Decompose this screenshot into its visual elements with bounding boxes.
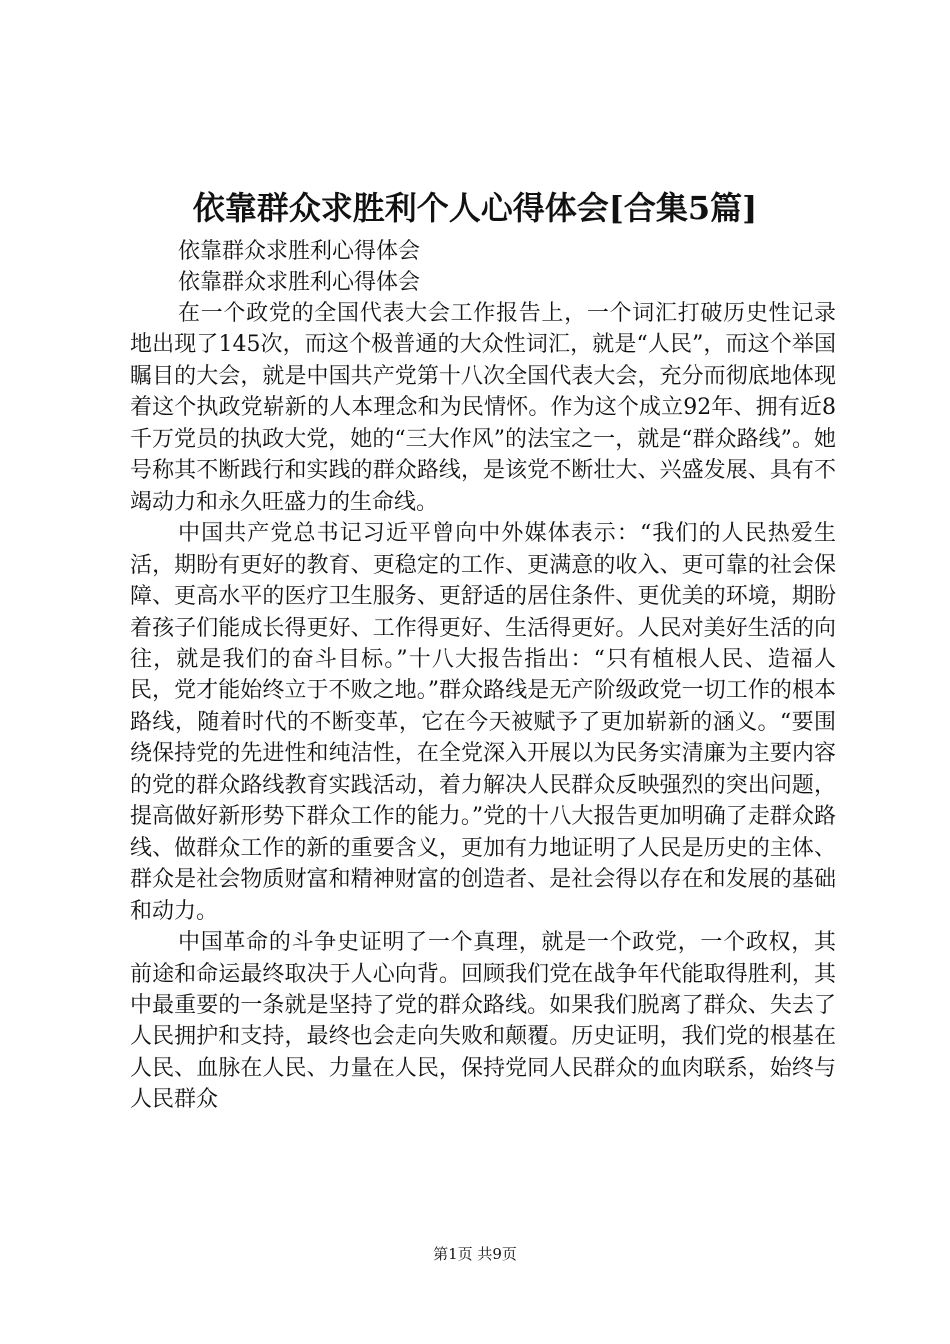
document-title: 依靠群众求胜利个人心得体会[合集5篇] bbox=[192, 189, 758, 227]
body-paragraph: 在一个政党的全国代表大会工作报告上，一个词汇打破历史性记录地出现了145次，而这个极普通的大众性词汇，就是“人民”，而这个举国瞩目的大会，就是中国共产党第十八次全国代表大会，充分而彻底地体现着这个执政党崭新的人本理念和为民情怀。作为这个成立92年、拥有近8千万党员的执政大党，她的“三大作风”的法宝之一，就是“群众路线”。她号称其不断践行和实践的群众路线，是该党不断壮大、兴盛发展、具有不竭动力和永久旺盛力的生命线。 bbox=[130, 301, 836, 515]
body-paragraph: 中国革命的斗争史证明了一个真理，就是一个政党，一个政权，其前途和命运最终取决于人心向背。回顾我们党在战争年代能取得胜利，其中最重要的一条就是坚持了党的群众路线。如果我们脱离了群众、失去了人民拥护和支持，最终也会走向失败和颠覆。历史证明，我们党的根基在人民、血脉在人民、力量在人民，保持党同人民群众的血肉联系，始终与人民群众 bbox=[130, 930, 836, 1113]
document-body bbox=[130, 236, 836, 1116]
subtitle-line: 依靠群众求胜利心得体会 bbox=[178, 239, 421, 264]
page-number-footer: 第1页 共9页 bbox=[433, 1245, 517, 1263]
body-paragraph: 中国共产党总书记习近平曾向中外媒体表示：“我们的人民热爱生活，期盼有更好的教育、更稳定的工作、更满意的收入、更可靠的社会保障、更高水平的医疗卫生服务、更舒适的居住条件、更优美的环境，期盼着孩子们能成长得更好、工作得更好、生活得更好。人民对美好生活的向往，就是我们的奋斗目标。”十八大报告指出：“只有植根人民、造福人民，党才能始终立于不败之地。”群众路线是无产阶级政党一切工作的根本路线，随着时代的不断变革，它在今天被赋予了更加崭新的涵义。“要围绕保持党的先进性和纯洁性，在全党深入开展以为民务实清廉为主要内容的党的群众路线教育实践活动，着力解决人民群众反映强烈的突出问题，提高做好新形势下群众工作的能力。”党的十八大报告更加明确了走群众路线、做群众工作的新的重要含义，更加有力地证明了人民是历史的主体、群众是社会物质财富和精神财富的创造者、是社会得以存在和发展的基础和动力。 bbox=[130, 521, 836, 924]
subtitle-line: 依靠群众求胜利心得体会 bbox=[178, 270, 421, 295]
